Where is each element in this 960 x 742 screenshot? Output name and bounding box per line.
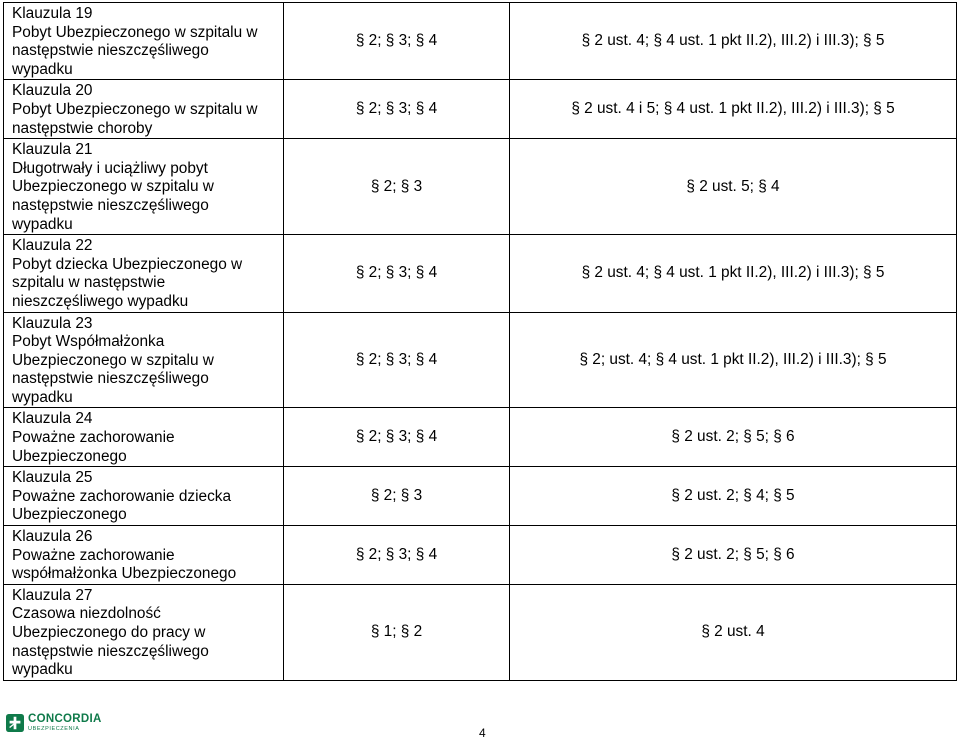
clause-title-line: szpitalu w następstwie: [12, 274, 166, 292]
clause-number: Klauzula 20: [12, 82, 93, 100]
clause-title-line: następstwie nieszczęśliwego: [12, 42, 209, 60]
clause-number: Klauzula 23: [12, 314, 93, 332]
clause-title-line: Poważne zachorowanie dziecka: [12, 487, 232, 505]
clause-title-line: Ubezpieczonego do pracy w: [12, 624, 206, 641]
clause-name-cell: [4, 3, 284, 80]
general-provisions-cell: § 2; § 3: [284, 139, 510, 235]
clause-number: Klauzula 19: [12, 5, 93, 22]
clause-name-cell: [4, 235, 284, 312]
clause-title-line: współmałżonka Ubezpieczonego: [12, 565, 237, 583]
page-number: 4: [479, 726, 486, 740]
clause-title-line: następstwie nieszczęśliwego: [12, 196, 209, 214]
clause-title-line: Długotrwały i uciążliwy pobyt: [12, 159, 208, 177]
clause-provisions-cell: § 2 ust. 4; § 4 ust. 1 pkt II.2), III.2) i III.3); § 5: [510, 235, 957, 312]
clause-number: Klauzula 21: [12, 141, 93, 159]
clause-provisions-cell: § 2 ust. 4 i 5; § 4 ust. 1 pkt II.2), III.2) i III.3); § 5: [510, 80, 957, 139]
clause-name-cell: [4, 80, 284, 139]
clause-title-line: następstwie nieszczęśliwego: [12, 370, 209, 388]
general-provisions-cell: § 2; § 3; § 4: [284, 3, 510, 80]
clause-title-line: Pobyt Współmałżonka: [12, 333, 165, 351]
clause-number: Klauzula 24: [12, 410, 93, 428]
concordia-logo: [6, 714, 102, 732]
clause-title-line: Czasowa niezdolność: [12, 605, 161, 623]
clause-provisions-cell: § 2; ust. 4; § 4 ust. 1 pkt II.2), III.2) i III.3); § 5: [510, 312, 957, 408]
clause-title-line: Ubezpieczonego w szpitalu w: [12, 351, 214, 369]
table-row: [4, 584, 957, 680]
clause-title-line: następstwie choroby: [12, 119, 153, 137]
table-row: [4, 526, 957, 585]
table-row: [4, 235, 957, 312]
clause-provisions-cell: § 2 ust. 4: [510, 584, 957, 680]
clause-title-line: nieszczęśliwego wypadku: [12, 292, 189, 310]
general-provisions-cell: § 2; § 3; § 4: [284, 235, 510, 312]
clause-title-line: wypadku: [12, 661, 73, 679]
clause-title-line: Ubezpieczonego: [12, 447, 127, 465]
general-provisions-cell: § 2; § 3; § 4: [284, 526, 510, 585]
clause-title-line: wypadku: [12, 215, 73, 233]
general-provisions-cell: § 2; § 3; § 4: [284, 80, 510, 139]
clause-title-line: Pobyt Ubezpieczonego w szpitalu w: [12, 23, 258, 41]
clause-name-cell: [4, 312, 284, 408]
clause-provisions-cell: § 2 ust. 2; § 4; § 5: [510, 467, 957, 526]
general-provisions-cell: § 2; § 3; § 4: [284, 312, 510, 408]
clause-name-cell: [4, 467, 284, 526]
clauses-table: [3, 2, 957, 681]
clause-title-line: Ubezpieczonego: [12, 506, 127, 524]
table-row: [4, 80, 957, 139]
general-provisions-cell: § 2; § 3; § 4: [284, 408, 510, 467]
clauses-table-body: [4, 3, 957, 681]
clause-title-line: Poważne zachorowanie: [12, 429, 175, 447]
table-row: [4, 312, 957, 408]
clause-provisions-cell: § 2 ust. 2; § 5; § 6: [510, 526, 957, 585]
general-provisions-cell: § 1; § 2: [284, 584, 510, 680]
clause-title-line: wypadku: [12, 60, 73, 78]
clause-title-line: Ubezpieczonego w szpitalu w: [12, 178, 214, 196]
clause-name-cell: [4, 526, 284, 585]
clause-number: Klauzula 26: [12, 528, 93, 546]
clause-name-cell: [4, 584, 284, 680]
clause-provisions-cell: § 2 ust. 2; § 5; § 6: [510, 408, 957, 467]
clause-name-cell: [4, 408, 284, 467]
logo-subtitle: UBEZPIECZENIA: [28, 725, 80, 732]
clause-provisions-cell: § 2 ust. 5; § 4: [510, 139, 957, 235]
clause-provisions-cell: § 2 ust. 4; § 4 ust. 1 pkt II.2), III.2) i III.3); § 5: [510, 3, 957, 80]
clause-number: Klauzula 25: [12, 469, 93, 487]
table-row: [4, 467, 957, 526]
table-row: [4, 408, 957, 467]
clause-number: Klauzula 22: [12, 237, 93, 255]
general-provisions-cell: § 2; § 3: [284, 467, 510, 526]
clause-title-line: następstwie nieszczęśliwego: [12, 642, 209, 660]
logo-name: CONCORDIA: [28, 713, 102, 725]
clause-title-line: Pobyt Ubezpieczonego w szpitalu w: [12, 100, 258, 118]
clause-title-line: Poważne zachorowanie: [12, 546, 175, 564]
clause-title-line: Pobyt dziecka Ubezpieczonego w: [12, 255, 243, 273]
table-row: [4, 139, 957, 235]
clause-name-cell: [4, 139, 284, 235]
concordia-cross-icon: [6, 714, 24, 732]
clause-title-line: wypadku: [12, 388, 73, 406]
table-row: [4, 3, 957, 80]
clause-number: Klauzula 27: [12, 586, 93, 604]
